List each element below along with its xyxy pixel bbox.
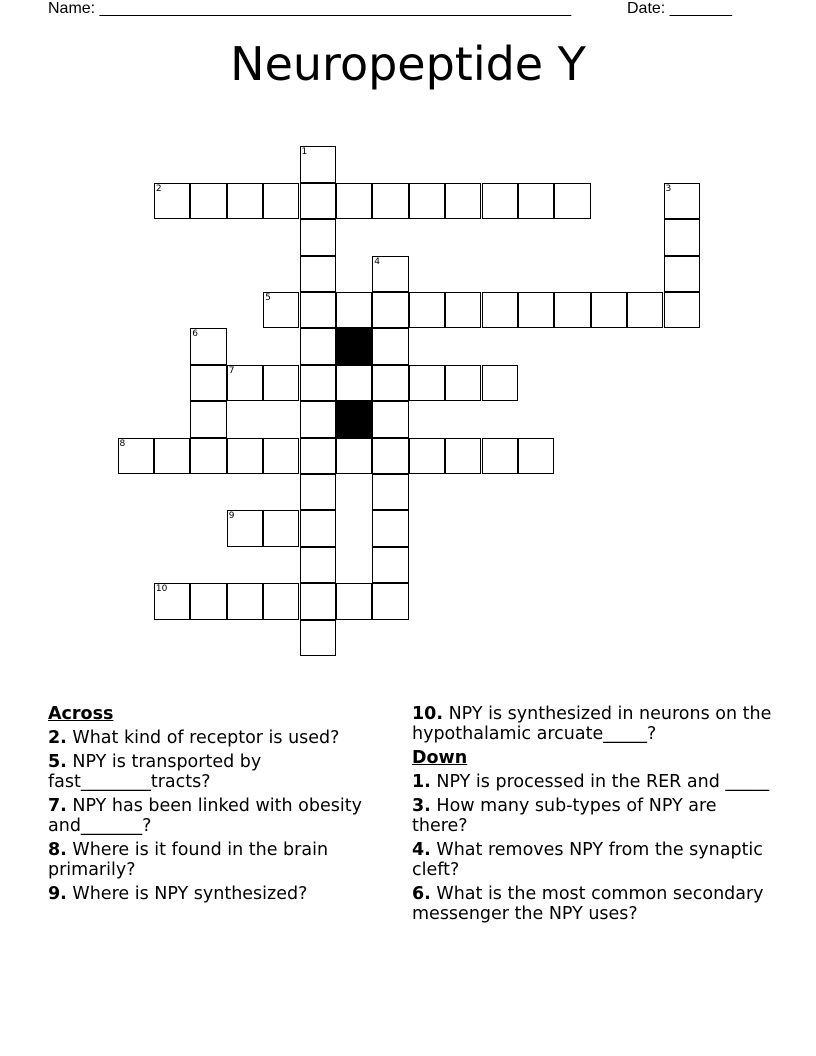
clues-left-column [48, 704, 378, 908]
grid-cell[interactable] [300, 474, 336, 510]
grid-cell[interactable] [664, 219, 700, 255]
grid-cell[interactable] [300, 365, 336, 401]
clue-number: 8 [119, 438, 126, 449]
grid-cell[interactable] [664, 183, 700, 219]
grid-cell[interactable] [409, 292, 445, 328]
grid-cell[interactable] [190, 583, 226, 619]
grid-cell[interactable] [554, 183, 590, 219]
grid-cell[interactable] [518, 183, 554, 219]
grid-cell[interactable] [300, 256, 336, 292]
grid-cell[interactable] [445, 438, 481, 474]
grid-cell[interactable] [300, 547, 336, 583]
grid-cell[interactable] [154, 438, 190, 474]
clue-down-4: 4. What removes NPY from the synaptic cleft? [412, 840, 763, 880]
grid-cell[interactable] [409, 365, 445, 401]
clue-number: 1 [301, 147, 308, 158]
grid-cell[interactable] [190, 183, 226, 219]
grid-cell[interactable] [300, 183, 336, 219]
grid-cell[interactable] [118, 438, 154, 474]
grid-cell[interactable] [300, 292, 336, 328]
clue-number: 7 [228, 365, 235, 376]
grid-cell[interactable] [554, 292, 590, 328]
clue-down-6: 6. What is the most common secondary messenger the NPY uses? [412, 884, 764, 924]
grid-cell[interactable] [664, 256, 700, 292]
clue-across-7: 7. NPY has been linked with obesity and_______? [48, 796, 362, 836]
clue-number: 4 [374, 256, 381, 267]
clue-number: 2 [155, 183, 162, 194]
clue-number: 6 [192, 329, 199, 340]
page-title: Neuropeptide Y [230, 37, 586, 91]
grid-cell[interactable] [372, 292, 408, 328]
grid-cell[interactable] [482, 365, 518, 401]
name-field-label[interactable]: Name: _____________________________________________________ [48, 0, 572, 17]
clue-down-3: 3. How many sub-types of NPY are there? [412, 796, 717, 836]
grid-cell[interactable] [263, 183, 299, 219]
grid-cell[interactable] [263, 438, 299, 474]
grid-cell[interactable] [190, 401, 226, 437]
clue-across-9: 9. Where is NPY synthesized? [48, 884, 308, 904]
grid-cell[interactable] [336, 438, 372, 474]
grid-cell[interactable] [263, 292, 299, 328]
grid-cell[interactable] [336, 365, 372, 401]
grid-cell[interactable] [372, 438, 408, 474]
grid-cell[interactable] [482, 438, 518, 474]
grid-cell[interactable] [300, 219, 336, 255]
grid-cell[interactable] [591, 292, 627, 328]
grid-cell[interactable] [300, 510, 336, 546]
grid-cell[interactable] [518, 438, 554, 474]
grid-cell[interactable] [263, 365, 299, 401]
grid-cell[interactable] [263, 583, 299, 619]
grid-cell[interactable] [445, 292, 481, 328]
grid-cell[interactable] [300, 583, 336, 619]
clue-across-8: 8. Where is it found in the brain primarily? [48, 840, 329, 880]
grid-cell[interactable] [227, 365, 263, 401]
grid-cell[interactable] [300, 401, 336, 437]
grid-cell[interactable] [300, 620, 336, 656]
grid-block [336, 328, 372, 364]
clues-right-column [412, 704, 772, 928]
grid-cell[interactable] [372, 365, 408, 401]
down-heading: Down [412, 748, 468, 768]
grid-cell[interactable] [154, 183, 190, 219]
grid-cell[interactable] [372, 256, 408, 292]
grid-cell[interactable] [300, 146, 336, 182]
grid-cell[interactable] [372, 401, 408, 437]
grid-cell[interactable] [190, 365, 226, 401]
grid-cell[interactable] [190, 328, 226, 364]
grid-block [336, 401, 372, 437]
grid-cell[interactable] [336, 183, 372, 219]
grid-cell[interactable] [518, 292, 554, 328]
clue-across-5: 5. NPY is transported by fast________tracts? [48, 752, 262, 792]
clue-across-10: 10. NPY is synthesized in neurons on the hypothalamic arcuate_____? [412, 704, 772, 744]
grid-cell[interactable] [227, 583, 263, 619]
grid-cell[interactable] [336, 292, 372, 328]
grid-cell[interactable] [300, 438, 336, 474]
grid-cell[interactable] [372, 474, 408, 510]
grid-cell[interactable] [482, 292, 518, 328]
grid-cell[interactable] [190, 438, 226, 474]
clue-down-1: 1. NPY is processed in the RER and _____ [412, 772, 770, 792]
grid-cell[interactable] [227, 183, 263, 219]
grid-cell[interactable] [482, 183, 518, 219]
across-heading: Across [48, 704, 114, 724]
grid-cell[interactable] [445, 183, 481, 219]
date-field-label[interactable]: Date: _______ [627, 0, 732, 17]
grid-cell[interactable] [409, 183, 445, 219]
grid-cell[interactable] [154, 583, 190, 619]
grid-cell[interactable] [445, 365, 481, 401]
grid-cell[interactable] [227, 510, 263, 546]
grid-cell[interactable] [263, 510, 299, 546]
grid-cell[interactable] [336, 583, 372, 619]
grid-cell[interactable] [300, 328, 336, 364]
clue-across-2: 2. What kind of receptor is used? [48, 728, 340, 748]
grid-cell[interactable] [372, 183, 408, 219]
clue-number: 3 [665, 183, 672, 194]
grid-cell[interactable] [627, 292, 663, 328]
grid-cell[interactable] [664, 292, 700, 328]
grid-cell[interactable] [372, 583, 408, 619]
grid-cell[interactable] [372, 547, 408, 583]
grid-cell[interactable] [227, 438, 263, 474]
clue-number: 5 [265, 293, 271, 303]
clue-number: 10 [155, 584, 168, 595]
clue-number: 9 [228, 511, 235, 522]
grid-cell[interactable] [372, 510, 408, 546]
grid-cell[interactable] [409, 438, 445, 474]
grid-cell[interactable] [372, 328, 408, 364]
